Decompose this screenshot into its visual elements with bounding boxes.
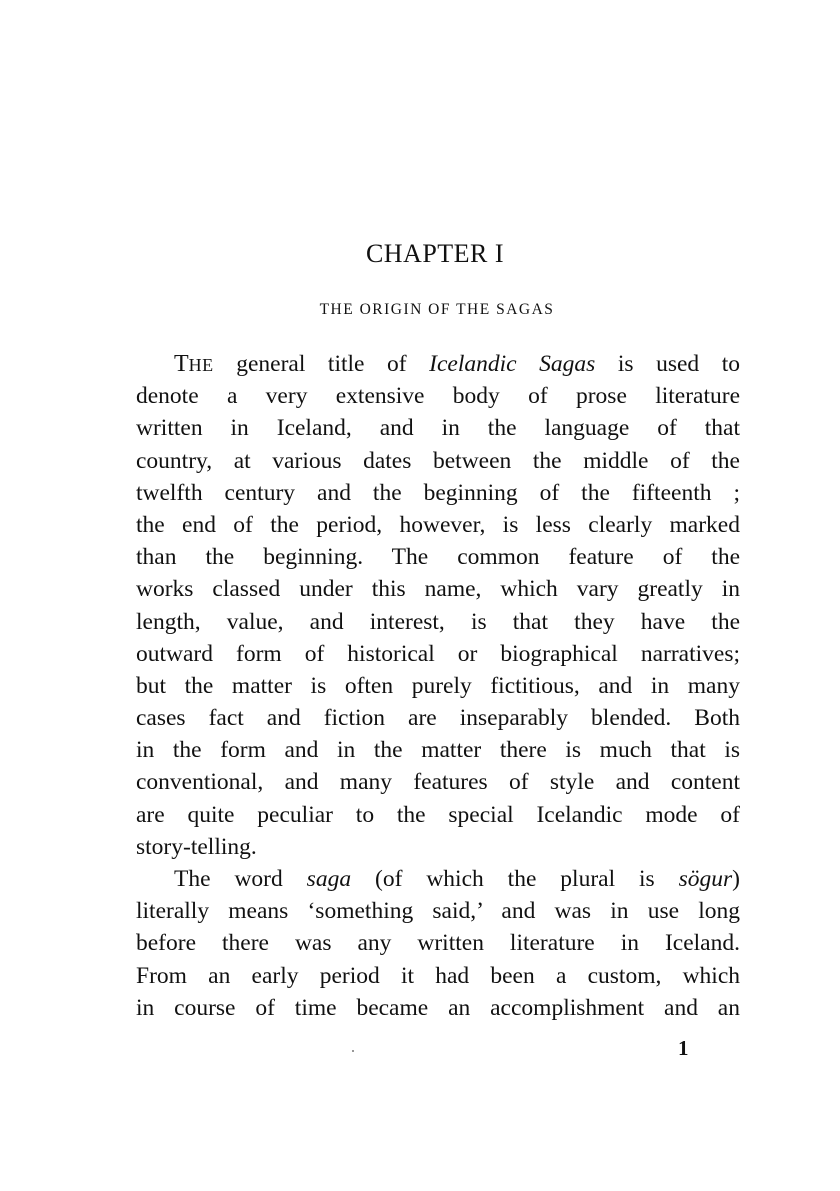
page-number: 1	[678, 1036, 689, 1060]
paragraph-1-line: in the form and in the matter there is much that is	[136, 737, 740, 764]
paragraph-1-line: twelfth century and the beginning of the fifteenth ;	[136, 479, 740, 506]
body-text	[136, 348, 740, 1024]
paragraph-1-line: but the matter is often purely fictitious, and in many	[136, 672, 740, 699]
paragraph-2-line: From an early period it had been a custom, which	[136, 962, 740, 989]
paragraph-1-line-1: THE general title of Icelandic Sagas is used to	[174, 351, 740, 377]
paragraph-1-line: story-telling.	[136, 833, 257, 860]
paragraph-1-line: the end of the period, however, is less clearly marked	[136, 511, 740, 538]
paragraph-1-line: country, at various dates between the middle of the	[136, 447, 740, 474]
chapter-subtitle: THE ORIGIN OF THE SAGAS	[319, 301, 555, 318]
paragraph-2-line-1: The word saga (of which the plural is sögur)	[174, 866, 740, 892]
italic-word-sogur: sögur	[678, 866, 733, 892]
paragraph-1-line: are quite peculiar to the special Icelandic mode of	[136, 801, 740, 828]
paragraph-1-line: denote a very extensive body of prose literature	[136, 383, 740, 410]
print-speck	[352, 1050, 354, 1052]
paragraph-1-line: cases fact and fiction are inseparably blended. Both	[136, 705, 740, 732]
lead-word: THE	[174, 351, 214, 377]
paragraph-1-line: written in Iceland, and in the language of that	[136, 415, 740, 442]
paragraph-1-line: works classed under this name, which vary greatly in	[136, 576, 740, 603]
paragraph-2-line: in course of time became an accomplishment and an	[136, 994, 740, 1021]
chapter-heading: CHAPTER I	[365, 239, 505, 268]
paragraph-1-line: than the beginning. The common feature of the	[136, 544, 740, 571]
paragraph-1-line: length, value, and interest, is that they have the	[136, 608, 740, 635]
paragraph-2-line: literally means ‘something said,’ and was in use long	[136, 898, 740, 925]
paragraph-1-line: conventional, and many features of style and content	[136, 769, 740, 796]
italic-title: Icelandic Sagas	[429, 351, 596, 377]
italic-word-saga: saga	[306, 866, 352, 892]
paragraph-1-line: outward form of historical or biographical narratives;	[136, 640, 740, 667]
paragraph-2-line: before there was any written literature in Iceland.	[136, 930, 740, 957]
